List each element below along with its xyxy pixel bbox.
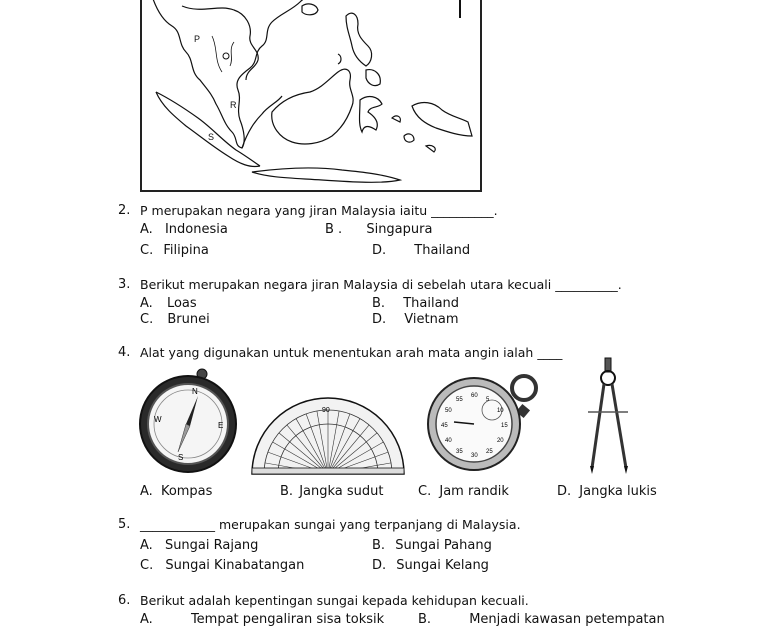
compass-letter-s: S [178,453,184,462]
option-text: Sungai Kelang [396,558,489,573]
stopwatch-number: 45 [441,423,448,429]
option-letter: A. [140,222,153,237]
option-letter: B. [372,538,386,553]
option-text: Menjadi kawasan petempatan [469,612,665,627]
option-text: Sungai Rajang [164,538,259,553]
map-label-r: R [230,100,237,110]
option-text: Brunei [167,312,210,327]
question-2 [118,203,130,218]
question-5-option-a[interactable] [140,538,258,553]
question-2-text: P merupakan negara yang jiran Malaysia iaitu __________. [140,203,498,218]
option-text: Jangka lukis [579,484,657,499]
question-5-number: 5. [118,517,131,532]
question-6-option-a[interactable] [140,612,384,627]
option-text: Loas [166,296,197,311]
stopwatch-number: 5 [486,397,490,404]
option-letter: C. [140,243,154,258]
stopwatch-number: 30 [471,453,478,459]
option-text: Jam randik [439,484,509,499]
option-letter: A. [140,612,153,627]
option-letter: B . [325,222,343,237]
question-4-number: 4. [118,345,131,360]
option-text: Tempat pengaliran sisa toksik [190,612,385,627]
compass-letter-w: W [154,415,162,424]
southeast-asia-map [140,0,482,192]
map-point-p [223,53,229,59]
question-4-option-d[interactable] [557,484,657,499]
drawing-compass-image[interactable] [584,356,632,476]
option-text: Jangka sudut [299,484,384,499]
compass-letter-n: N [192,387,198,396]
protractor-label-90: 90 [322,407,330,414]
option-text: Singapura [366,222,433,237]
option-letter: A. [140,484,153,499]
stopwatch-number: 20 [496,438,504,444]
question-4-option-b[interactable] [280,484,384,499]
question-6-option-b[interactable] [418,612,665,627]
stopwatch-number: 25 [486,448,493,455]
question-5-option-b[interactable] [372,538,492,553]
compass-letter-e: E [218,421,224,430]
option-text: Vietnam [404,312,459,327]
option-text: Sungai Pahang [395,538,492,553]
option-letter: B. [280,484,294,499]
stopwatch-number: 10 [496,408,504,414]
compass-image[interactable] [138,366,242,476]
option-letter: A. [140,538,153,553]
option-letter: D. [372,243,387,258]
option-letter: C. [140,558,154,573]
option-letter: A. [140,296,153,311]
option-letter: B. [372,296,386,311]
question-3-option-a[interactable] [140,296,197,311]
stopwatch-number: 40 [445,438,452,444]
question-5-option-d[interactable] [372,558,489,573]
question-3-option-c[interactable] [140,312,210,327]
question-3-option-b[interactable] [372,296,459,311]
question-3-option-d[interactable] [372,312,458,327]
map-label-s: S [208,132,215,142]
option-letter: C. [140,312,154,327]
map-drawing [142,0,480,190]
option-letter: B. [418,612,432,627]
stopwatch-number: 35 [456,448,463,455]
question-5-text: ____________ merupakan sungai yang terpanjang di Malaysia. [140,517,521,532]
option-letter: D. [557,484,572,499]
stopwatch-number: 55 [456,397,463,404]
option-text: Filipina [163,243,209,258]
stopwatch-number: 50 [445,408,452,414]
question-5-option-c[interactable] [140,558,304,573]
question-4-option-a[interactable] [140,484,212,499]
option-letter: D. [372,312,387,327]
option-text: Thailand [403,296,460,311]
question-4-text: Alat yang digunakan untuk menentukan arah mata angin ialah ____ [140,345,563,360]
question-2-number: 2. [118,203,131,218]
question-3-number: 3. [118,277,131,292]
option-text: Thailand [414,243,471,258]
option-text: Kompas [160,484,213,499]
option-letter: D. [372,558,387,573]
stopwatch-image[interactable] [424,374,548,474]
map-label-p: P [194,34,201,44]
option-text: Indonesia [164,222,228,237]
option-text: Sungai Kinabatangan [165,558,305,573]
question-2-option-a[interactable] [140,222,228,237]
question-2-option-c[interactable] [140,243,209,258]
question-3-text: Berikut merupakan negara jiran Malaysia di sebelah utara kecuali __________. [140,277,622,292]
stopwatch-number: 60 [471,393,478,399]
question-6-text: Berikut adalah kepentingan sungai kepada kehidupan kecuali. [140,593,529,608]
stopwatch-number: 15 [501,423,508,429]
protractor-image[interactable] [250,394,406,476]
question-2-option-d[interactable] [372,243,470,258]
question-4-option-c[interactable] [418,484,509,499]
question-2-option-b[interactable] [325,222,432,237]
option-letter: C. [418,484,432,499]
question-6-number: 6. [118,593,131,608]
